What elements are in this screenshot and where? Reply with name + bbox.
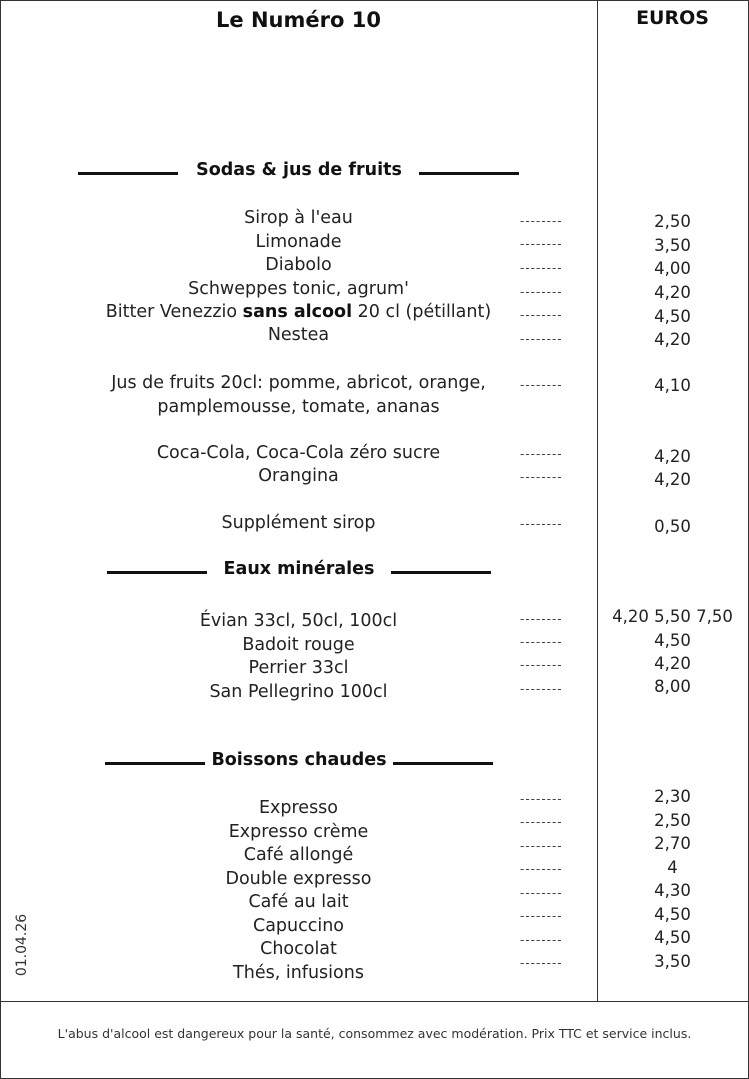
dotted-leader: --------	[520, 909, 563, 923]
menu-item-name: Chocolat	[260, 939, 337, 959]
section-title-chaudes: Boissons chaudes	[211, 750, 387, 770]
menu-item-name: Expresso crème	[228, 822, 369, 842]
menu-item	[0, 324, 597, 347]
menu-item-name: Bitter Venezzio	[105, 302, 243, 322]
dotted-leader: --------	[520, 682, 563, 696]
dotted-leader: --------	[520, 956, 563, 970]
dotted-leader: --------	[520, 261, 563, 275]
dotted-leader: --------	[520, 517, 563, 531]
menu-item	[0, 231, 597, 254]
menu-item	[0, 938, 597, 961]
price-column-header: EUROS	[636, 7, 709, 29]
footer-notice: L'abus d'alcool est dangereux pour la santé, consommez avec modération. Prix TTC et service inclus.	[57, 1026, 692, 1041]
menu-item-price: 8,00	[654, 677, 691, 696]
menu-item	[0, 610, 597, 633]
menu-item-price: 4,10	[654, 376, 691, 395]
menu-item	[0, 844, 597, 867]
menu-item	[0, 657, 597, 680]
section-title-eaux: Eaux minérales	[223, 559, 375, 579]
dotted-leader: --------	[520, 285, 563, 299]
section-title-sodas: Sodas & jus de fruits	[196, 160, 402, 180]
menu-item	[0, 821, 597, 844]
menu-item-price: 4,50	[654, 905, 691, 924]
menu-item-price: 0,50	[654, 517, 691, 536]
menu-item-price: 4,20	[654, 447, 691, 466]
menu-item	[0, 891, 597, 914]
menu-item-price: 2,50	[654, 212, 691, 231]
menu-item	[0, 207, 597, 230]
menu-item-price: 4,20	[654, 330, 691, 349]
menu-item-price: 3,50	[654, 952, 691, 971]
menu-item-continued	[0, 396, 597, 419]
menu-item-name-emphasis: sans alcool	[242, 302, 353, 322]
menu-item-price: 4,20	[654, 470, 691, 489]
menu-item	[0, 681, 597, 704]
menu-item	[0, 372, 597, 395]
menu-item-name: Expresso	[258, 798, 339, 818]
dotted-leader: --------	[520, 792, 563, 806]
menu-item-price: 4,20	[654, 283, 691, 302]
menu-item-name: San Pellegrino 100cl	[209, 682, 388, 702]
menu-item-name: Évian 33cl, 50cl, 100cl	[199, 611, 398, 631]
menu-item-name: Schweppes tonic, agrum'	[188, 279, 409, 299]
menu-item-name: Badoit rouge	[242, 635, 355, 655]
menu-item-name: Thés, infusions	[233, 963, 364, 983]
menu-item-name: Jus de fruits 20cl: pomme, abricot, orange,	[111, 373, 486, 393]
menu-item-price: 4,50	[654, 928, 691, 947]
menu-item	[0, 868, 597, 891]
menu-item-price: 2,50	[654, 811, 691, 830]
dotted-leader: --------	[520, 332, 563, 346]
section-rule-right	[391, 571, 491, 574]
menu-item	[0, 962, 597, 985]
menu-item-name: Nestea	[267, 325, 330, 345]
menu-item-name: Café allongé	[243, 845, 354, 865]
menu-item	[0, 915, 597, 938]
menu-item-name: Diabolo	[265, 255, 332, 275]
menu-item-price: 4,00	[654, 259, 691, 278]
menu-item-price: 4,50	[654, 307, 691, 326]
menu-item-name: Limonade	[255, 232, 342, 252]
menu-item-price: 3,50	[654, 236, 691, 255]
menu-item	[0, 797, 597, 820]
dotted-leader: --------	[520, 815, 563, 829]
restaurant-title: Le Numéro 10	[216, 8, 381, 32]
menu-item-price: 4	[667, 858, 678, 877]
menu-item	[0, 442, 597, 465]
menu-item-name: Perrier 33cl	[248, 658, 349, 678]
dotted-leader: --------	[520, 658, 563, 672]
section-rule-left	[107, 571, 207, 574]
menu-item-price: 4,50	[654, 631, 691, 650]
section-rule-right	[393, 762, 493, 765]
menu-item	[0, 512, 597, 535]
dotted-leader: --------	[520, 612, 563, 626]
menu-item-name-suffix: 20 cl (pétillant)	[352, 302, 492, 322]
dotted-leader: --------	[520, 470, 563, 484]
menu-item-price: 2,70	[654, 834, 691, 853]
menu-item	[0, 465, 597, 488]
menu-item-price: 4,20	[654, 654, 691, 673]
menu-item-name: Sirop à l'eau	[244, 208, 353, 228]
dotted-leader: --------	[520, 214, 563, 228]
menu-item	[0, 301, 597, 324]
menu-item	[0, 278, 597, 301]
dotted-leader: --------	[520, 308, 563, 322]
dotted-leader: --------	[520, 839, 563, 853]
menu-item-name: Coca-Cola, Coca-Cola zéro sucre	[156, 443, 441, 463]
section-rule-left	[78, 172, 178, 175]
menu-item-name-line2: pamplemousse, tomate, ananas	[157, 397, 440, 417]
menu-item	[0, 254, 597, 277]
dotted-leader: --------	[520, 862, 563, 876]
menu-item-name: Capuccino	[252, 916, 345, 936]
menu-item	[0, 634, 597, 657]
dotted-leader: --------	[520, 378, 563, 392]
dotted-leader: --------	[520, 237, 563, 251]
menu-item-name: Double expresso	[225, 869, 372, 889]
menu-item-name: Supplément sirop	[221, 513, 376, 533]
menu-item-price: 4,20 5,50 7,50	[612, 607, 733, 626]
section-rule-right	[419, 172, 519, 175]
dotted-leader: --------	[520, 447, 563, 461]
section-rule-left	[105, 762, 205, 765]
menu-item-price: 2,30	[654, 787, 691, 806]
dotted-leader: --------	[520, 886, 563, 900]
footer-divider	[0, 1001, 749, 1002]
menu-item-price: 4,30	[654, 881, 691, 900]
menu-item-name: Orangina	[258, 466, 339, 486]
date-stamp: 01.04.26	[14, 913, 30, 977]
menu-item-name: Café au lait	[248, 892, 349, 912]
dotted-leader: --------	[520, 933, 563, 947]
dotted-leader: --------	[520, 635, 563, 649]
